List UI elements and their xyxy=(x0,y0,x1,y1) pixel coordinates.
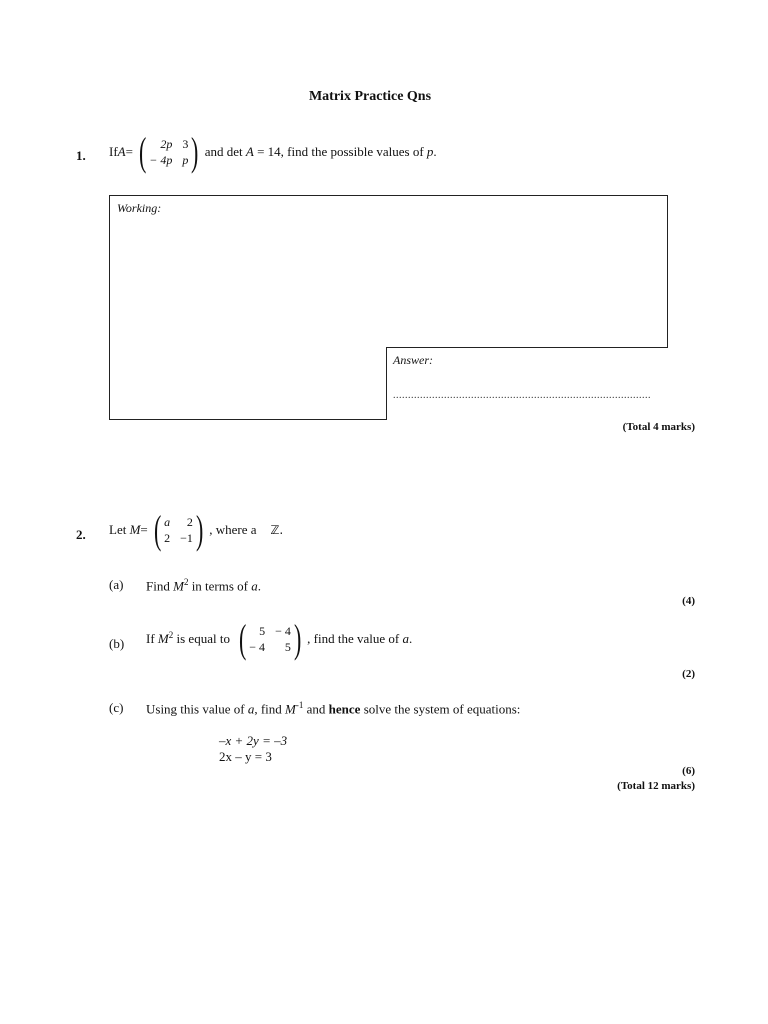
answer-label: Answer: xyxy=(393,353,433,367)
part-c-text4: solve the system of equations: xyxy=(360,701,521,717)
equation-1: –x + 2y = –3 xyxy=(219,733,288,748)
q1-eq: = xyxy=(125,144,133,159)
part-b-text2: is equal to xyxy=(173,631,230,646)
part-a-sup: 2 xyxy=(183,577,189,587)
q2-matrix xyxy=(151,507,206,552)
right-paren-icon: ) xyxy=(293,616,302,661)
matrix-cell: −1 xyxy=(180,531,193,545)
part-c-label: (c) xyxy=(109,700,124,715)
matrix-cell: − 4 xyxy=(249,640,266,654)
matrix-cell: 2p xyxy=(160,137,173,151)
left-paren-icon: ( xyxy=(153,507,162,552)
matrix-cell: − 4 xyxy=(275,624,291,638)
part-a-marks: (4) xyxy=(682,595,695,607)
part-c-marks: (6) xyxy=(682,765,695,777)
part-b-var: a xyxy=(402,631,409,646)
question-2-number: 2. xyxy=(76,527,86,542)
q1-det-value: = 14, find the possible values of xyxy=(253,144,427,159)
part-c-text xyxy=(146,700,520,717)
part-a-text xyxy=(146,577,261,594)
part-c-bold: hence xyxy=(328,701,361,717)
matrix-cell: a xyxy=(164,515,171,529)
q1-var-a: A xyxy=(117,144,126,159)
part-b-end: . xyxy=(408,631,413,646)
matrix-cell: 2 xyxy=(186,515,193,529)
part-b-marks: (2) xyxy=(682,668,695,680)
right-paren-icon: ) xyxy=(195,507,204,552)
q1-det-var: A xyxy=(245,144,254,159)
part-c-text3: and xyxy=(303,701,329,717)
matrix-cell: 3 xyxy=(182,137,189,151)
question-2-text xyxy=(109,507,284,552)
right-paren-icon: ) xyxy=(191,129,199,174)
question-1-total: (Total 4 marks) xyxy=(622,421,695,433)
q2-eq: = xyxy=(140,522,148,537)
page-title: Matrix Practice Qns xyxy=(308,89,432,104)
working-box-lower[interactable] xyxy=(109,347,387,420)
part-a-var: a xyxy=(251,578,258,594)
matrix-cell: 5 xyxy=(284,640,291,654)
matrix-cell: 2 xyxy=(164,531,171,545)
q1-matrix xyxy=(136,129,202,174)
q1-text-after: and det xyxy=(204,144,243,159)
part-b-text1: If xyxy=(146,631,158,646)
question-1-text xyxy=(109,129,437,174)
working-label: Working: xyxy=(117,201,162,215)
working-box[interactable] xyxy=(109,195,668,347)
part-c-sup: -1 xyxy=(295,700,304,710)
part-c-var: a xyxy=(247,701,255,717)
part-a-text1: Find xyxy=(146,578,174,594)
left-paren-icon: ( xyxy=(138,129,147,174)
left-paren-icon: ( xyxy=(238,616,247,661)
part-b-text3: , find the value of xyxy=(307,631,403,646)
part-a-end: . xyxy=(257,578,262,594)
integers-symbol-icon: ℤ. xyxy=(270,523,284,537)
matrix-cell: p xyxy=(182,153,189,167)
question-1-number: 1. xyxy=(76,148,86,163)
q2-let: Let xyxy=(109,522,130,537)
q1-period: . xyxy=(433,144,437,159)
part-b-text xyxy=(146,616,413,661)
q1-prefix: If xyxy=(109,144,118,159)
equation-2: 2x – y = 3 xyxy=(219,749,272,764)
q2-where: , where a xyxy=(209,522,257,537)
part-c-text1: Using this value of xyxy=(146,701,248,717)
part-a-m: M xyxy=(173,578,184,594)
part-a-label: (a) xyxy=(109,577,124,592)
part-b-matrix xyxy=(236,616,304,661)
part-c-text2: , find xyxy=(254,701,286,717)
question-2-total: (Total 12 marks) xyxy=(617,780,695,792)
matrix-cell: 5 xyxy=(259,624,266,638)
part-c-m: M xyxy=(285,701,296,717)
part-a-text2: in terms of xyxy=(188,578,252,594)
q1-var-p: p xyxy=(426,144,434,159)
matrix-cell: − 4p xyxy=(149,153,173,167)
part-b-label: (b) xyxy=(109,636,125,651)
part-b-m: M xyxy=(157,631,169,646)
answer-line[interactable]: ...................................................................................... xyxy=(393,390,651,401)
part-b-sup: 2 xyxy=(168,630,174,640)
q2-var-m: M xyxy=(129,522,141,537)
